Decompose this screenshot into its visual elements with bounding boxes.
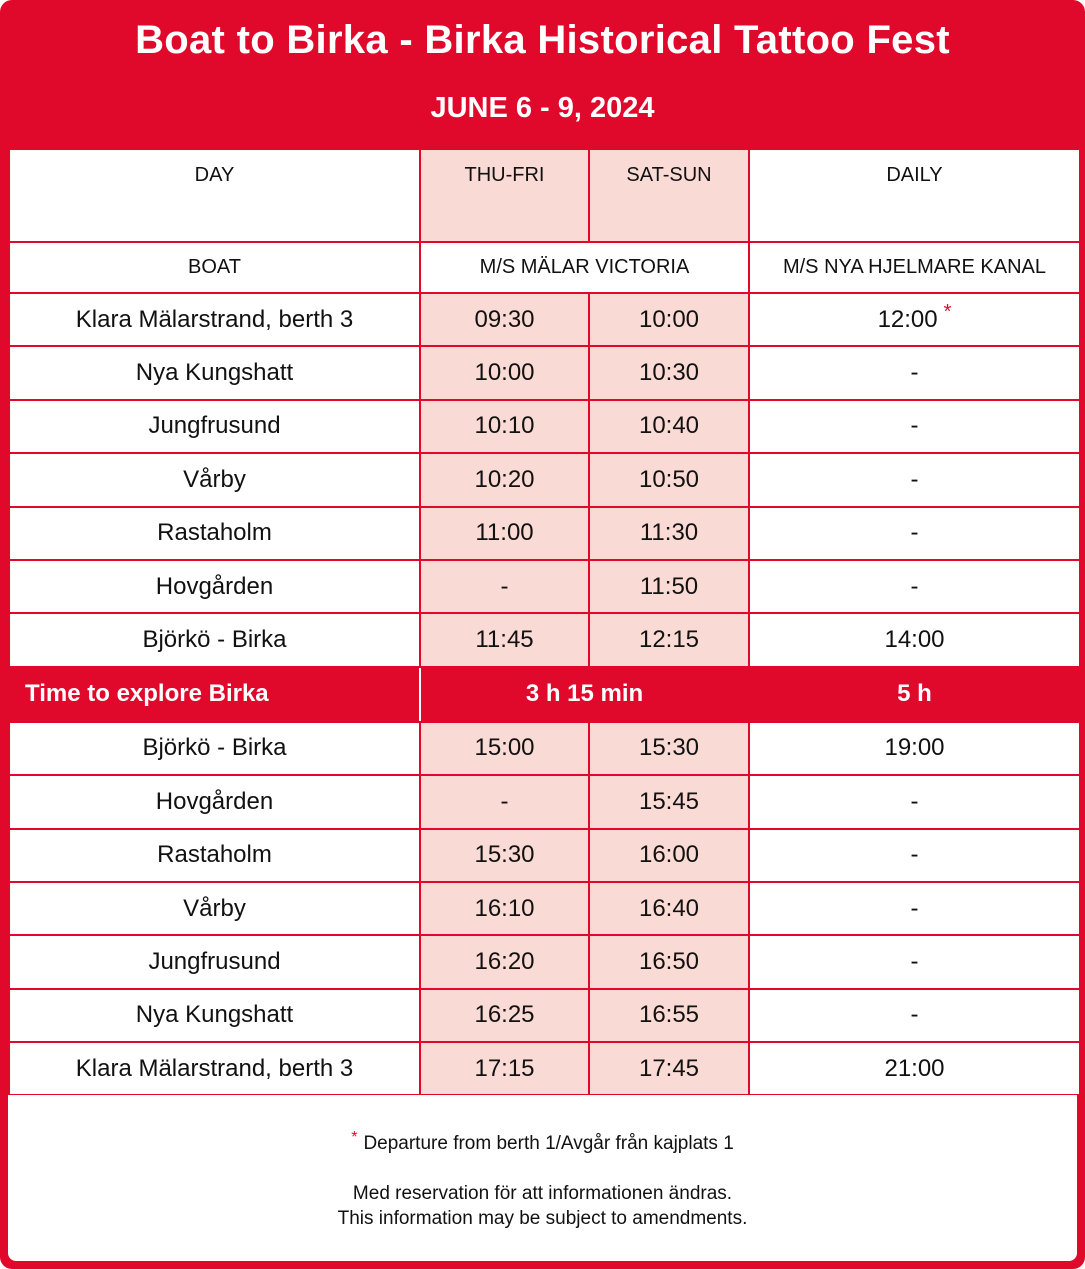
return-row — [9, 722, 1080, 775]
sat-sun-time: 11:30 — [589, 507, 749, 560]
return-row — [9, 989, 1080, 1042]
daily-time: - — [910, 519, 919, 547]
stop-name: Hovgården — [9, 560, 420, 613]
stop-name: Björkö - Birka — [9, 722, 420, 775]
daily-time: 12:00 — [877, 305, 938, 333]
sat-sun-time: 16:55 — [589, 989, 749, 1042]
return-row — [9, 829, 1080, 882]
sat-sun-time: 16:00 — [589, 829, 749, 882]
explore-victoria: 3 h 15 min — [420, 667, 749, 722]
day-label: DAY — [9, 149, 420, 242]
timetable — [8, 148, 1081, 1096]
stop-name: Klara Mälarstrand, berth 3 — [9, 293, 420, 346]
daily-time-cell — [749, 346, 1080, 399]
outbound-row — [9, 293, 1080, 346]
sat-sun-time: 12:15 — [589, 613, 749, 666]
daily-time-cell — [749, 507, 1080, 560]
thu-fri-time: 11:00 — [420, 507, 589, 560]
daily-time: 21:00 — [884, 1054, 945, 1082]
stop-name: Rastaholm — [9, 507, 420, 560]
outbound-row — [9, 560, 1080, 613]
thu-fri-time: 10:20 — [420, 453, 589, 506]
outbound-row — [9, 613, 1080, 666]
stop-name: Hovgården — [9, 775, 420, 828]
daily-time-cell — [749, 560, 1080, 613]
sat-sun-time: 15:30 — [589, 722, 749, 775]
daily-time: 14:00 — [884, 626, 945, 654]
thu-fri-time: 16:25 — [420, 989, 589, 1042]
disclaimer-english: This information may be subject to amendments. — [337, 1208, 748, 1229]
event-dates: JUNE 6 - 9, 2024 — [430, 92, 655, 124]
daily-time: 19:00 — [884, 734, 945, 762]
thu-fri-time: 10:00 — [420, 346, 589, 399]
daily-time-cell — [749, 775, 1080, 828]
return-row — [9, 775, 1080, 828]
disclaimer-swedish: Med reservation för att informationen ändras. — [352, 1183, 733, 1204]
daily-time: - — [910, 1001, 919, 1029]
stop-name: Jungfrusund — [9, 400, 420, 453]
return-row — [9, 882, 1080, 935]
thu-fri-time: - — [420, 560, 589, 613]
footnote-text: Departure from berth 1/Avgår från kajplats 1 — [363, 1133, 734, 1154]
thu-fri-time: 09:30 — [420, 293, 589, 346]
daily-time: - — [910, 572, 919, 600]
thu-fri-time: 16:10 — [420, 882, 589, 935]
return-row — [9, 1042, 1080, 1095]
daily-time: - — [910, 947, 919, 975]
sat-sun-time: 16:50 — [589, 935, 749, 988]
daily-time-cell — [749, 989, 1080, 1042]
explore-daily: 5 h — [749, 667, 1080, 722]
daily-time: - — [910, 359, 919, 387]
thu-fri-time: 15:30 — [420, 829, 589, 882]
asterisk-mark: * — [943, 300, 952, 323]
sat-sun-time: 15:45 — [589, 775, 749, 828]
outbound-row — [9, 453, 1080, 506]
daily-time-cell — [749, 1042, 1080, 1095]
sat-sun-time: 11:50 — [589, 560, 749, 613]
footnote-asterisk: * — [351, 1128, 358, 1146]
stop-name: Vårby — [9, 882, 420, 935]
outbound-row — [9, 400, 1080, 453]
thu-fri-time: 17:15 — [420, 1042, 589, 1095]
daily-time: - — [910, 412, 919, 440]
sat-sun-time: 10:00 — [589, 293, 749, 346]
stop-name: Rastaholm — [9, 829, 420, 882]
sat-sun-time: 10:30 — [589, 346, 749, 399]
thu-fri-time: 11:45 — [420, 613, 589, 666]
boat-hjelmare: M/S NYA HJELMARE KANAL — [749, 242, 1080, 293]
page-title: Boat to Birka - Birka Historical Tattoo Fest — [135, 18, 950, 62]
daily-time: - — [910, 787, 919, 815]
explore-label: Time to explore Birka — [9, 667, 420, 722]
daily-time-cell — [749, 613, 1080, 666]
thu-fri-time: 16:20 — [420, 935, 589, 988]
stop-name: Vårby — [9, 453, 420, 506]
daily-time-cell — [749, 722, 1080, 775]
stop-name: Nya Kungshatt — [9, 989, 420, 1042]
sat-sun-time: 10:50 — [589, 453, 749, 506]
outbound-row — [9, 346, 1080, 399]
stop-name: Jungfrusund — [9, 935, 420, 988]
daily-time: - — [910, 465, 919, 493]
thu-fri-time: 10:10 — [420, 400, 589, 453]
sat-sun-time: 10:40 — [589, 400, 749, 453]
daily-time-cell — [749, 453, 1080, 506]
sat-sun-header: SAT-SUN — [589, 149, 749, 242]
stop-name: Björkö - Birka — [9, 613, 420, 666]
daily-time-cell — [749, 882, 1080, 935]
daily-time-cell — [749, 935, 1080, 988]
daily-time: - — [910, 894, 919, 922]
footer-notes — [8, 1095, 1077, 1261]
stop-name: Nya Kungshatt — [9, 346, 420, 399]
outbound-row — [9, 507, 1080, 560]
boat-header-row — [9, 242, 1080, 293]
daily-time-cell — [749, 829, 1080, 882]
daily-header: DAILY — [749, 149, 1080, 242]
return-row — [9, 935, 1080, 988]
stop-name: Klara Mälarstrand, berth 3 — [9, 1042, 420, 1095]
sat-sun-time: 16:40 — [589, 882, 749, 935]
sat-sun-time: 17:45 — [589, 1042, 749, 1095]
day-header-row — [9, 149, 1080, 242]
thu-fri-time: 15:00 — [420, 722, 589, 775]
thu-fri-header: THU-FRI — [420, 149, 589, 242]
boat-victoria: M/S MÄLAR VICTORIA — [420, 242, 749, 293]
thu-fri-time: - — [420, 775, 589, 828]
boat-label: BOAT — [9, 242, 420, 293]
daily-time-cell — [749, 400, 1080, 453]
explore-time-row — [9, 667, 1080, 722]
footnote — [8, 1128, 1077, 1155]
daily-time-cell — [749, 293, 1080, 346]
daily-time: - — [910, 841, 919, 869]
